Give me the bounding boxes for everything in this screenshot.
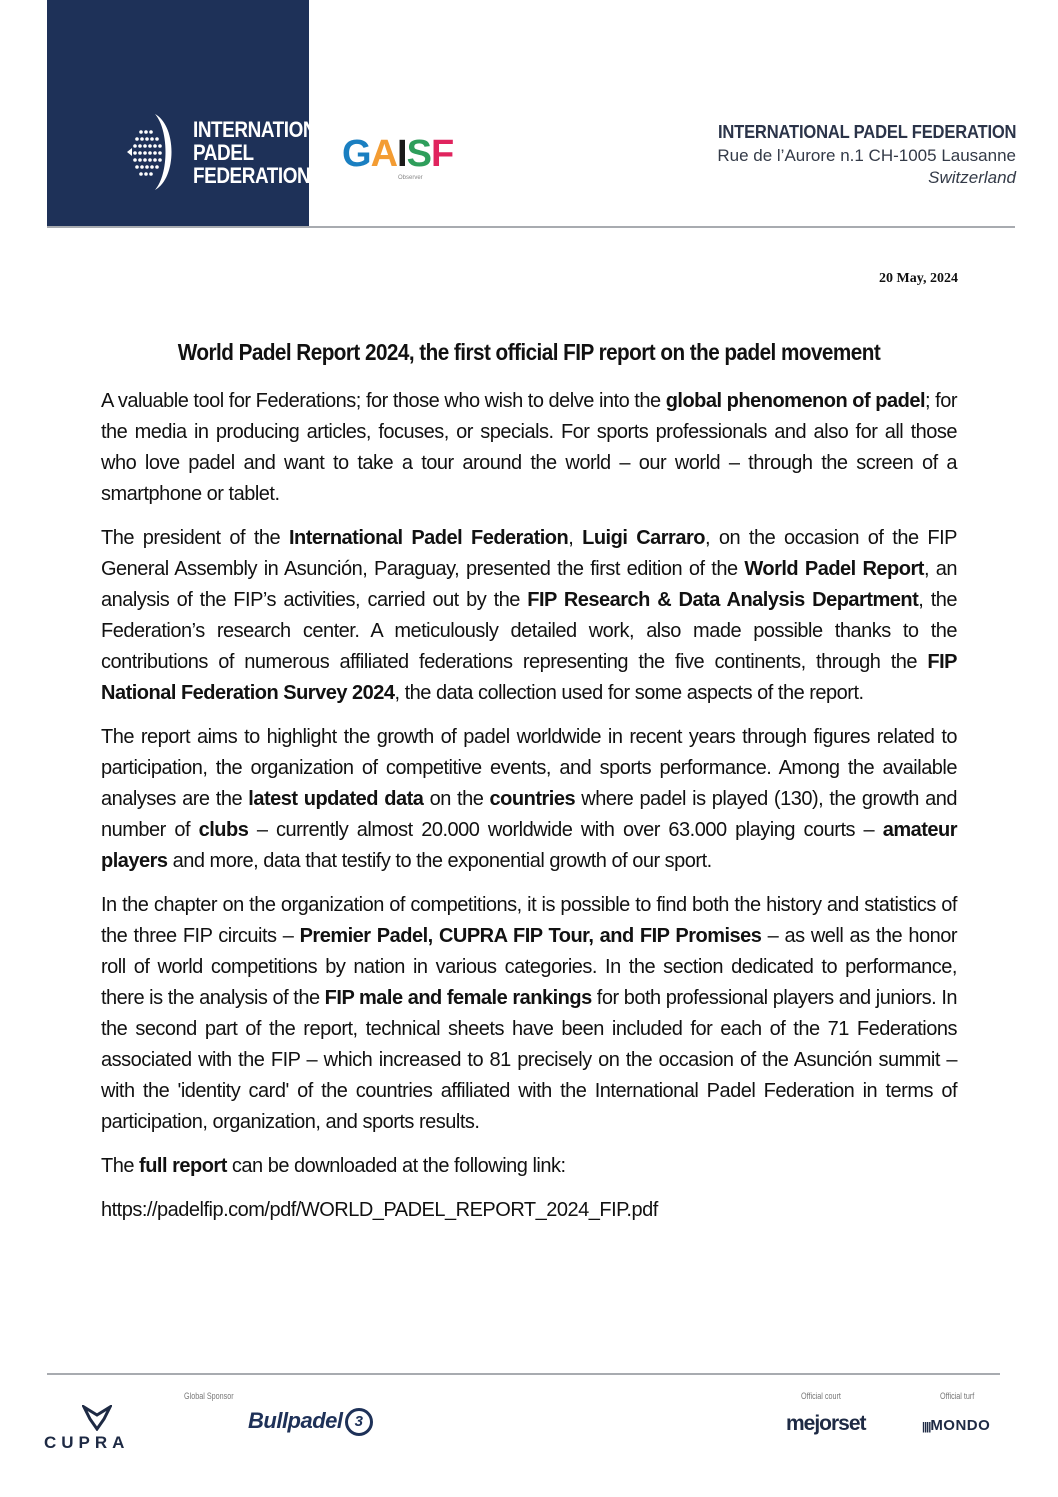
- text-run: , the Federation’s research center. A meticulously detailed work, also made possible thanks to the contributions of numerous affiliated federations representing the five continents, through the: [101, 589, 957, 673]
- text-run: for both professional players and juniors. In the second part of the report, technical sheets have been included for each of the 71 Federations associated with the FIP – which increased to 81 precisely on the occasion of the Asunción summit – with the 'identity card' of the countries affiliated with the International Padel Federation in terms of participation, organization, and sports results.: [101, 987, 957, 1133]
- org-name: INTERNATIONAL PADEL FEDERATION: [717, 122, 1016, 142]
- bold-text: full report: [139, 1155, 227, 1177]
- fip-logo: [125, 112, 341, 192]
- footer-divider: [47, 1373, 1000, 1375]
- brand-panel: [47, 0, 341, 227]
- global-sponsor-label: Global Sponsor: [184, 1391, 234, 1401]
- org-country: Switzerland: [928, 168, 1016, 187]
- cupra-emblem-icon: [82, 1405, 112, 1431]
- document-date: 20 May, 2024: [879, 271, 958, 286]
- bold-text: clubs: [198, 819, 249, 841]
- org-address-block: [692, 122, 1016, 188]
- paragraph: [101, 722, 957, 877]
- text-run: The report aims to highlight the growth of padel worldwide in recent years through figures related to participation, the organization of competitive events, and sports performance. Among the available analyses are the: [101, 726, 957, 810]
- logo-line-3: FEDERATION: [193, 163, 311, 188]
- mondo-wordmark: MONDO: [930, 1417, 991, 1434]
- text-run: ; for the media in producing articles, focuses, or specials. For sports professionals and also for all those who love padel and want to take a tour around the world – our world – through the screen of a smartphone or tablet.: [101, 390, 958, 505]
- bold-text: World Padel Report: [744, 558, 924, 580]
- bullpadel-3-icon: 3: [345, 1408, 373, 1436]
- gaisf-subtitle: Observer: [398, 175, 423, 181]
- mondo-logo: [922, 1417, 990, 1434]
- official-turf-label: Official turf: [940, 1391, 975, 1401]
- text-run: , on the occasion of the FIP General Assembly in Asunción, Paraguay, presented the first edition of the: [101, 527, 958, 580]
- bold-text: Luigi Carraro: [582, 527, 705, 549]
- bold-text: FIP National Federation Survey 2024: [101, 651, 957, 704]
- gaisf-letter: G: [342, 133, 371, 175]
- text-run: ,: [568, 527, 583, 549]
- document-title: World Padel Report 2024, the first official FIP report on the padel movement: [177, 339, 881, 365]
- bold-text: latest updated data: [248, 788, 424, 810]
- gaisf-letter: I: [397, 133, 407, 175]
- cupra-logo: [44, 1405, 154, 1455]
- bullpadel-logo: [248, 1408, 373, 1436]
- document-body: [101, 386, 957, 1239]
- text-run: where padel is played (130), the growth and number of: [101, 788, 957, 841]
- text-run: – as well as the honor roll of world competitions by nation in various categories. In the section dedicated to performance, there is the analysis of the: [101, 925, 958, 1009]
- mondo-stripes-icon: ||||: [922, 1421, 931, 1433]
- text-run: , the data collection used for some aspects of the report.: [394, 682, 864, 704]
- text-run: can be downloaded at the following link:: [226, 1155, 566, 1177]
- paragraph: [101, 1151, 957, 1182]
- bold-text: FIP male and female rankings: [324, 987, 592, 1009]
- logo-line-1: INTERNATIONAL: [193, 117, 341, 142]
- logo-line-2: PADEL: [193, 140, 254, 165]
- text-run: – currently almost 20.000 worldwide with over 63.000 playing courts –: [248, 819, 883, 841]
- bold-text: amateur players: [101, 819, 958, 872]
- text-run: on the: [423, 788, 490, 810]
- paragraph: [101, 890, 957, 1138]
- mejorset-logo: mejorset: [786, 1412, 866, 1435]
- text-run: The: [101, 1155, 140, 1177]
- paragraph: [101, 523, 957, 709]
- text-run: , an analysis of the FIP’s activities, carried out by the: [101, 558, 957, 611]
- header-divider: [47, 226, 1015, 228]
- bold-text: FIP Research & Data Analysis Department: [527, 589, 919, 611]
- official-court-label: Official court: [801, 1391, 841, 1401]
- gaisf-letters: [342, 135, 472, 173]
- bold-text: International Padel Federation: [289, 527, 569, 549]
- gaisf-letter: A: [370, 133, 398, 175]
- cupra-wordmark: CUPRA: [44, 1433, 130, 1452]
- text-run: A valuable tool for Federations; for those who wish to delve into the: [101, 390, 666, 412]
- bullpadel-wordmark: Bullpadel: [248, 1408, 343, 1433]
- gaisf-logo: [342, 135, 472, 185]
- report-download-link[interactable]: https://padelfip.com/pdf/WORLD_PADEL_REPORT_2024_FIP.pdf: [101, 1199, 658, 1221]
- padel-ball-icon: [125, 112, 177, 192]
- fip-logo-text: [193, 118, 341, 187]
- paragraph: [101, 386, 957, 510]
- org-address: Rue de l’Aurore n.1 CH-1005 Lausanne: [717, 146, 1016, 165]
- bold-text: global phenomenon of padel: [665, 390, 926, 412]
- text-run: The president of the: [101, 527, 289, 549]
- bold-text: countries: [489, 788, 576, 810]
- bold-text: Premier Padel, CUPRA FIP Tour, and FIP Promises: [299, 925, 762, 947]
- text-run: and more, data that testify to the exponential growth of our sport.: [167, 850, 712, 872]
- text-run: In the chapter on the organization of competitions, it is possible to find both the history and statistics of the three FIP circuits –: [101, 894, 957, 947]
- gaisf-letter: F: [430, 133, 454, 175]
- gaisf-letter: S: [406, 133, 431, 175]
